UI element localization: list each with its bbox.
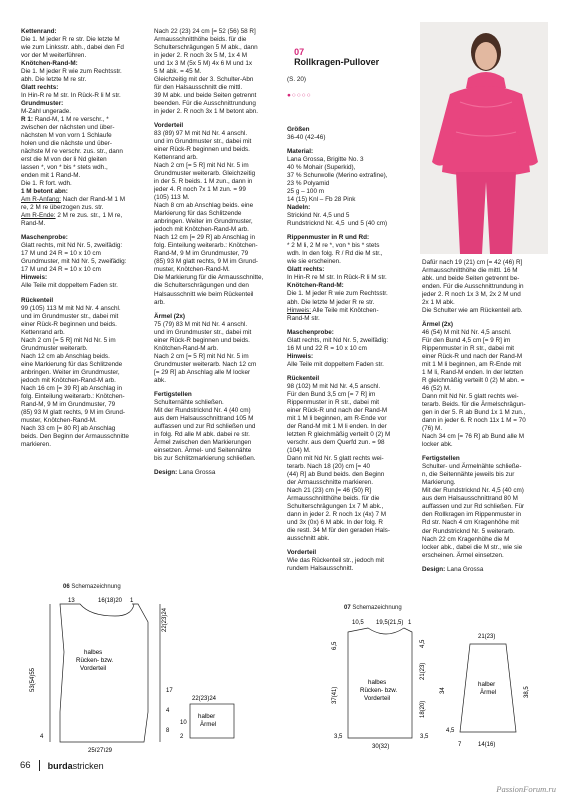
heading-text: 1 M betont abn: — [21, 188, 68, 196]
schema-07-label: Schemazeichnung — [352, 605, 402, 611]
schema-07-body-label-2: Rücken- bzw. — [360, 687, 398, 694]
schema-07-sleeve-dim-bot-l: 4,5 — [446, 728, 455, 734]
section-heading — [287, 282, 414, 290]
schema-07-sleeve-dim-top: 21(23) — [478, 634, 496, 640]
heading-text: Ärmel (2x) — [154, 312, 186, 320]
difficulty-dots: ●○○○○ — [287, 92, 312, 100]
paragraph: Glatt rechts, mit Nd Nr. 5, zweifädig: 17 M und 24 R = 10 x 10 cm Grundmuster, mit Nd Nr. 5, zweifädig: 17 M und 24 R = 10 x 10 cm — [21, 242, 127, 274]
paragraph: Glatt rechts, mit Nd Nr. 5, zweifädig: 16 M und 22 R = 10 x 10 cm — [287, 336, 389, 352]
watermark: PassionForum.ru — [496, 784, 556, 794]
paragraph: Die 1. M jeder R wie zum Rechtsstr. abh. Die letzte M re str. — [21, 68, 122, 84]
section-heading — [21, 188, 144, 196]
pattern-page-ref: (S. 20) — [287, 76, 307, 84]
model-photo-illustration — [420, 22, 548, 254]
heading-text: Grundmuster: — [21, 100, 64, 108]
heading-text: Vorderteil — [287, 548, 317, 556]
paragraph: Die 1. M jeder R wie zum Rechtsstr. abh. Die letzte M jeder R re str. — [287, 290, 388, 306]
pattern-title — [287, 40, 414, 108]
section-heading — [21, 234, 144, 242]
brand-regular: stricken — [72, 760, 104, 771]
schema-07-sleeve-dim-right: 38,5 — [524, 686, 530, 698]
schema-06-dim-top3: 1 — [130, 598, 134, 604]
schema-07-sleeve-dim-bot-n: 7 — [458, 742, 462, 748]
section-heading — [21, 28, 144, 36]
section-heading — [154, 122, 281, 130]
schema-07-body-label-1: halbes — [368, 679, 387, 686]
section-heading — [287, 126, 414, 134]
section-heading — [21, 297, 144, 305]
section-heading — [154, 391, 281, 399]
heading-text: Knötchen-Rand-M: — [287, 282, 344, 290]
section-heading — [287, 234, 414, 242]
heading-text: Vorderteil — [154, 122, 184, 130]
instructions-column-1 — [21, 28, 144, 543]
heading-text: Nadeln: — [287, 204, 311, 212]
schema-06-sleeve-dim-l1: 2 — [180, 734, 184, 740]
paragraph: Die 1. M jeder R re str. Die letzte M wie zum Linksstr. abh., dabei den Fd vor der M weiterführen. — [21, 36, 124, 60]
footer-divider — [39, 760, 40, 771]
schema-06-dim-left-bot: 4 — [40, 734, 44, 740]
paragraph: M-Zahl ungerade. — [21, 108, 72, 116]
schema-06-drawing — [20, 592, 240, 752]
paragraph: Wie das Rückenteil str., jedoch mit rundem Halsausschnitt. — [287, 556, 384, 572]
section-heading — [154, 313, 281, 321]
schema-07-dim-right2: 21(23) — [420, 662, 426, 680]
schema-06-dim-right-bot1: 4 — [166, 708, 170, 714]
heading-inline-text: Lana Grossa — [177, 468, 216, 476]
section-heading — [287, 353, 414, 361]
paragraph: 36-40 (42-46) — [287, 134, 326, 142]
heading-text: Maschenprobe: — [287, 328, 334, 336]
schema-06-body-label-1: halbes — [84, 649, 103, 656]
schema-07-dim-left3: 3,5 — [334, 734, 343, 740]
heading-text: Hinweis: — [287, 352, 314, 360]
instructions-column-4 — [422, 259, 550, 589]
schema-06-label: Schemazeichnung — [71, 584, 121, 590]
schema-07-sleeve-label-1: halber — [478, 681, 496, 688]
heading-text: Hinweis: — [21, 274, 48, 282]
heading-text: Rippenmuster in R und Rd: — [287, 234, 370, 242]
paragraph: 46 (54) M mit Nd Nr. 4,5 anschl. Für den Bund 4,5 cm [= 9 R] im Rippenmuster in R str., dabei mit einer Rück-R und nach der Rand-M mit 1 M li beginnen, am R-Ende mit 1 M li, Rand-M enden. In der letzten R gleichmäßig verteilt 0 (2) M abn. = 46 (52) M. Dann mit Nd Nr. 5 glatt rechts wei- terarb. Beids. für die Ärmelschrägun- gen in der 5. R ab Bund 1x 1 M zun., dann in jeder 6. R noch 11x 1 M = 70 (76) M. Nach 34 cm [= 76 R] ab Bund alle M locker abk. — [422, 329, 526, 449]
heading-text: Material: — [287, 148, 314, 156]
schema-07-dim-top3: 1 — [408, 620, 412, 626]
heading-inline-text: Rand-M, 1 M re verschr., * zwischen der nächsten und über- nächsten M von vorn 1 Schlaufe holen und die nächste und über- nächste M re verschr. zus. str., dann erst die M von der li Nd gleiten lassen *, von * bis * stets wdh., enden mit 1 Rand-M. — [21, 116, 123, 180]
heading-text: Glatt rechts: — [21, 84, 59, 92]
paragraph: Alle Teile mit doppeltem Faden str. — [21, 282, 118, 290]
section-heading — [422, 321, 550, 329]
section-heading — [287, 204, 414, 212]
paragraph: Dafür nach 19 (21) cm [= 42 (46) R] Armausschnitthöhe die mittl. 16 M abk. und beide Seiten getrennt be- enden. Für die Ausschnittrundung in jeder 2. R noch 1x 3 M, 2x 2 M und 2x 1 M abk. Die Schulter wie am Rückenteil arb. — [422, 259, 524, 315]
page-number: 66 — [20, 760, 31, 771]
pattern-name: Rollkragen-Pullover — [294, 57, 380, 68]
schema-07-sleeve-dim-bot: 14(16) — [478, 742, 496, 748]
schema-07-dim-right1: 4,5 — [420, 639, 426, 648]
schema-06-dim-right-top: 22(23)24 — [162, 607, 168, 632]
heading-text: Rückenteil — [287, 374, 320, 382]
schema-06-dim-top2: 16(18)20 — [98, 598, 123, 604]
schema-07-heading — [344, 605, 402, 611]
heading-text: Ärmel (2x) — [422, 321, 454, 329]
schema-07-dim-left2: 37(41) — [332, 686, 338, 704]
section-heading — [287, 148, 414, 156]
underlined-paragraph — [287, 307, 414, 323]
schema-06-dim-bottom: 25(27)29 — [88, 748, 113, 752]
paragraph: * 2 M li, 2 M re *, von * bis * stets wdh. In den folg. R / Rd die M str., wie sie erscheinen. — [287, 242, 383, 266]
section-heading — [21, 116, 144, 180]
schema-07-dim-right4: 3,5 — [420, 734, 429, 740]
paragraph: Strickind Nr. 4,5 und 5 Rundstricknd Nr. 4,5 und 5 (40 cm) — [287, 212, 388, 228]
section-heading — [21, 60, 144, 68]
section-heading — [21, 84, 144, 92]
paragraph: 98 (102) M mit Nd Nr. 4,5 anschl. Für den Bund 3,5 cm [= 7 R] im Rippenmuster in R str., dabei mit einer Rück-R und nach der Rand-M mit 1 M li beginnen, am R-Ende vor der Rand-M mit 1 M li enden. In der letzten R gleichmäßig verteilt 0 (2) M verschr. aus dem Querfd zun. = 98 (104) M. Dann mit Nd Nr. 5 glatt rechts wei- terarb. Nach 18 (20) cm [= 40 (44) R] ab Bund beids. den Beginn der Armausschnitte markieren. Nach 21 (23) cm [= 46 (50) R] Armausschnitthöhe beids. für die Schulterschrägungen 1x 7 M abk., dann in jeder 2. R noch 1x (4x) 7 M und 3x (0x) 6 M abk. In der folg. R die restl. 34 M für den geraden Hals- ausschnitt abk. — [287, 382, 391, 542]
schema-06-dim-right-mid: 17 — [166, 688, 173, 694]
paragraph-text: Alle Teile mit Knötchen- Rand-M str. — [287, 306, 379, 322]
heading-text: Fertigstellen — [154, 390, 192, 398]
heading-text: Glatt rechts: — [287, 266, 325, 274]
schema-07-body-label-3: Vorderteil — [364, 695, 391, 702]
underlined-paragraph — [21, 212, 144, 228]
heading-text: Kettenrand: — [21, 28, 57, 35]
paragraph-text: 2 M re zus. str., 1 M re, Rand-M. — [21, 212, 123, 228]
schema-06-dim-left: 53(54)55 — [30, 667, 36, 692]
heading-text: Maschenprobe: — [21, 234, 68, 242]
schema-06-body-label-3: Vorderteil — [80, 665, 107, 672]
heading-text: Größen — [287, 126, 310, 134]
heading-text: Rückenteil — [21, 296, 54, 304]
heading-text: Design: — [154, 468, 178, 476]
section-heading — [21, 100, 144, 108]
schema-06-heading — [63, 584, 121, 590]
paragraph: Alle Teile mit doppeltem Faden str. — [287, 360, 384, 368]
paragraph: 75 (79) 83 M mit Nd Nr. 4 anschl. und im Grundmuster str., dabei mit einer Rück-R beginnen und beids. Knötchen-Rand-M arb. Nach 2 cm [= 5 R] mit Nd Nr. 5 im Grundmuster weiterarb. Nach 12 cm [= 29 R] ab Anschlag alle M locker abk. — [154, 320, 257, 384]
magazine-brand — [48, 761, 104, 771]
paragraph: Schulter- und Ärmelnähte schließe- n, die Seitennähte jeweils bis zur Markierung. Mit der Rundstricknd Nr. 4,5 (40 cm) aus dem Halsausschnittrand 80 M auffassen und zur Rd schließen. Für den Rollkragen im Rippenmuster in Rd str. Nach 4 cm Kragenhöhe mit der Rundstricknd Nr. 5 weiterarb. Nach 22 cm Kragenhöhe die M locker abk., dabei die M str., wie sie erscheinen. Ärmel einsetzen. — [422, 463, 525, 559]
pattern-number: 07 — [294, 47, 305, 58]
heading-text: R 1: — [21, 116, 33, 124]
schema-06-dim-top: 13 — [68, 598, 75, 604]
section-heading — [154, 469, 281, 477]
page-footer — [20, 760, 104, 771]
schema-07-sleeve-label-2: Ärmel — [480, 689, 497, 696]
underlined-label: Hinweis: — [287, 306, 311, 314]
heading-text: Knötchen-Rand-M: — [21, 60, 78, 68]
paragraph: In Hin-R re M str. In Rück-R li M str. — [21, 92, 121, 100]
schema-07-number: 07 — [344, 605, 351, 611]
heading-text: Fertigstellen — [422, 455, 460, 463]
section-heading — [21, 274, 144, 282]
schema-07-dim-top1: 10,5 — [352, 620, 364, 626]
paragraph: In Hin-R re M str. In Rück-R li M str. — [287, 274, 387, 282]
section-heading — [287, 549, 414, 557]
schema-07-dim-right3: 18(20) — [420, 700, 426, 718]
section-heading — [287, 375, 414, 383]
heading-inline-text: Lana Grossa — [445, 565, 484, 573]
underlined-label: Am R-Ende: — [21, 212, 56, 220]
schema-06-body-label-2: Rücken- bzw. — [76, 657, 114, 664]
schema-07-sleeve-dim-left: 34 — [440, 687, 446, 694]
instructions-column-3 — [287, 24, 414, 584]
section-heading — [287, 266, 414, 274]
paragraph: 83 (89) 97 M mit Nd Nr. 4 anschl. und im Grundmuster str., dabei mit einer Rück-R beginnen und beids. Kettenrand arb. Nach 2 cm [= 5 R] mit Nd Nr. 5 im Grundmuster weiterarb. Gleichzeitig in der 5. R beids. 1 M zun., dann in jeder 4. R noch 7x 1 M zun. = 99 (105) 113 M. Nach 8 cm ab Anschlag beids. eine Markierung für das Schlitzende anbringen. Weiter im Grundmuster, jedoch mit Knötchen-Rand-M arb. Nach 12 cm [= 29 R] ab Anschlag in folg. Einteilung weiterarb.: Knötchen- Rand-M, 9 M im Grundmuster, 79 (85) 93 M glatt rechts, 9 M im Grund- muster, Knötchen-Rand-M. Die Markierung für die Armausschnitte, die Schulterschrägungen und den Halsausschnitt wie beim Rückenteil arb. — [154, 130, 264, 306]
instructions-column-2 — [154, 28, 281, 563]
schema-07-dim-left1: 6,5 — [332, 641, 338, 650]
paragraph: Nach 22 (23) 24 cm [= 52 (56) 58 R] Armausschnitthöhe beids. für die Schulterschrägungen 5 M abk., dann in jeder 2. R noch 3x 5 M, 1x 4 M und 1x 3 M (5x 5 M) 4x 6 M und 1x 5 M abk. = 45 M. Gleichzeitig mit der 3. Schulter-Abn für den Halsausschnitt die mittl. 39 M abk. und beide Seiten getrennt beenden. Für die Ausschnittrundung in jeder 2. R noch 3x 1 M betont abn. — [154, 28, 259, 116]
paragraph-text: Nach der Rand-M 1 M re, 2 M re überzogen zus. str. — [21, 196, 126, 212]
brand-bold: burda — [47, 760, 73, 771]
paragraph: Schulternähte schließen. Mit der Rundstricknd Nr. 4 (40 cm) aus dem Halsausschnittrand 105 M auffassen und zur Rd schließen und in folg. Rd alle M abk. dabei re str. Ärmel zwischen den Markierungen einsetzen. Ärmel- und Seitennähte bis zur Schlitzmarkierung schließen. — [154, 398, 256, 462]
schema-07-dim-top2: 19,5(21,5) — [376, 620, 404, 626]
schema-06-sleeve-label-2: Ärmel — [200, 721, 217, 728]
heading-text: Design: — [422, 565, 446, 573]
column-3-body — [287, 126, 414, 573]
model-photo — [420, 22, 548, 254]
schema-06-dim-right-bot2: 8 — [166, 728, 170, 734]
schema-06-number: 06 — [63, 584, 70, 590]
paragraph: 99 (105) 113 M mit Nd Nr. 4 anschl. und im Grundmuster str., dabei mit einer Rück-R beginnen und beids. Kettenrand arb. Nach 2 cm [= 5 R] mit Nd Nr. 5 im Grundmuster weiterarb. Nach 12 cm ab Anschlag beids. eine Markierung für das Schlitzende anbringen. Weiter im Grundmuster, jedoch mit Knötchen-Rand-M arb. Nach 16 cm [= 39 R] ab Anschlag in folg. Einteilung weiterarb.: Knötchen- Rand-M, 9 M im Grundmuster, 79 (85) 93 M glatt rechts, 9 M im Grund- muster, Knötchen-Rand-M. Nach 33 cm [= 80 R] ab Anschlag beids. Den Beginn der Armausschnitte markieren. — [21, 304, 129, 448]
underlined-label: Am R-Anfang: — [21, 196, 61, 204]
paragraph: Die 1. R fort. wdh. — [21, 180, 72, 188]
section-heading — [422, 566, 550, 574]
schema-07-dim-bottom: 30(32) — [372, 744, 390, 750]
underlined-paragraph — [21, 196, 144, 212]
section-heading — [287, 329, 414, 337]
schema-06-sleeve-dim-l2: 10 — [180, 720, 187, 726]
schema-06-sleeve-label-1: halber — [198, 713, 216, 720]
schema-07-drawing — [320, 614, 550, 754]
schema-06-sleeve-dim-top: 22(23)24 — [192, 696, 217, 702]
paragraph: Lana Grossa, Brigitte No. 3 40 % Mohair (Superkid), 37 % Schurwolle (Merino extrafine), 23 % Polyamid 25 g – 100 m 14 (15) Knl – Fb 28 Pink — [287, 156, 388, 204]
